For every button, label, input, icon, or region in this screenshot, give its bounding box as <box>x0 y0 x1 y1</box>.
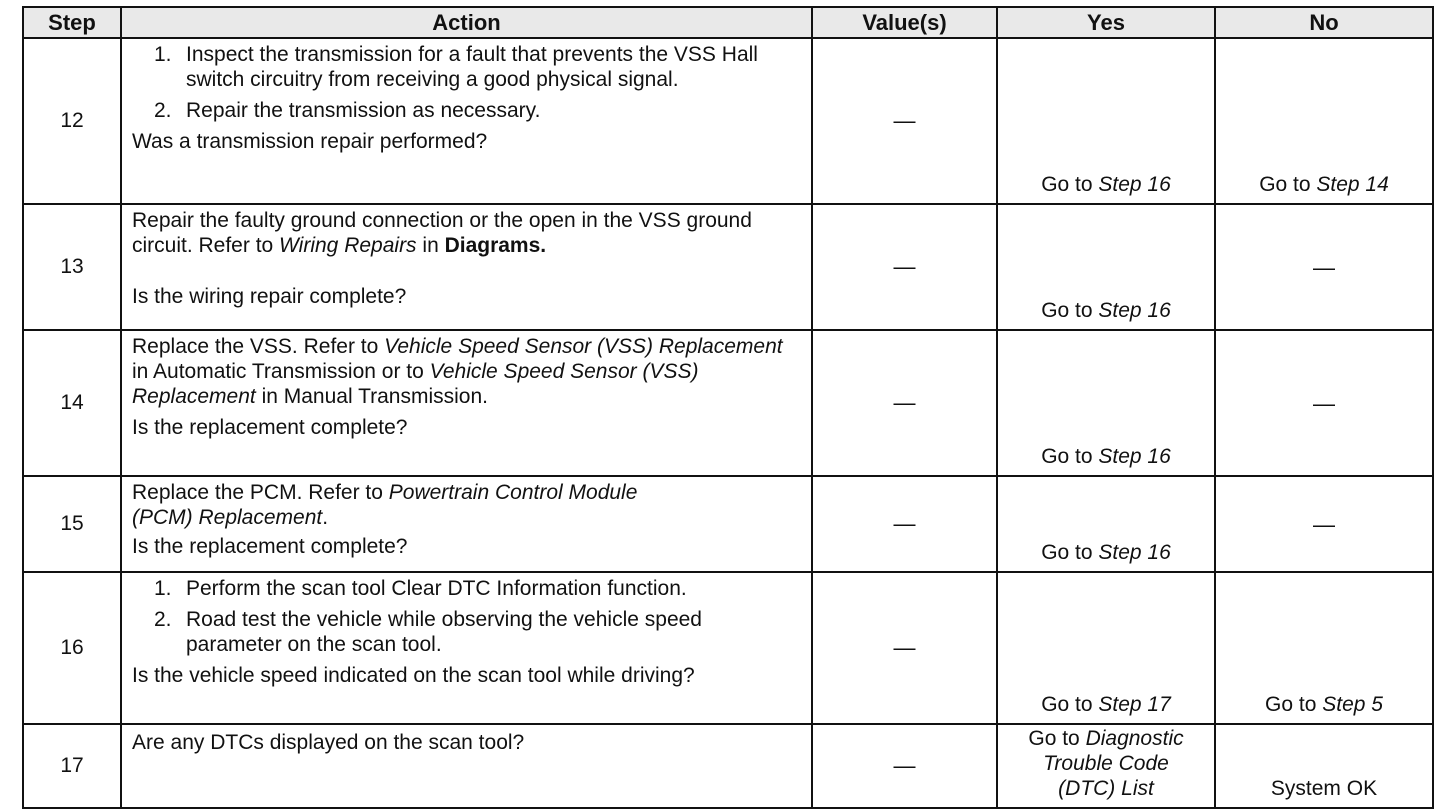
no-cell <box>1215 38 1433 204</box>
action-text <box>132 334 801 409</box>
list-item: 2. Road test the vehicle while observing the vehicle speed parameter on the scan tool. <box>154 608 702 656</box>
value-cell: — <box>812 572 997 724</box>
header-values: Value(s) <box>812 7 997 38</box>
action-list <box>132 576 801 657</box>
no-cell <box>1215 572 1433 724</box>
action-question: Is the replacement complete? <box>132 535 408 558</box>
header-step: Step <box>23 7 121 38</box>
no-text: Go to <box>1265 693 1323 716</box>
vss-replacement-ref: Vehicle Speed Sensor (VSS) Replacement <box>384 335 783 358</box>
action-cell <box>121 572 812 724</box>
step-number: 13 <box>23 204 121 330</box>
yes-text: Go to <box>1041 693 1099 716</box>
diagnostic-table <box>22 6 1434 809</box>
no-step-ref: Step 14 <box>1316 173 1389 196</box>
text-part: in Manual Transmission. <box>255 385 488 408</box>
table-row <box>23 572 1433 724</box>
action-question: Is the wiring repair complete? <box>132 285 407 308</box>
yes-step-ref: Step 16 <box>1098 541 1171 564</box>
yes-cell <box>997 572 1215 724</box>
yes-text: Go to <box>1041 541 1099 564</box>
action-text <box>132 208 801 258</box>
list-item: 1. Perform the scan tool Clear DTC Information function. <box>154 577 687 600</box>
text-part: Replace the PCM. Refer to <box>132 481 389 504</box>
header-action: Action <box>121 7 812 38</box>
yes-step-ref: Step 16 <box>1098 299 1171 322</box>
action-cell <box>121 204 812 330</box>
value-cell: — <box>812 38 997 204</box>
yes-text: Go to <box>1041 299 1099 322</box>
wiring-repairs-ref: Wiring Repairs <box>279 234 417 257</box>
table-row <box>23 724 1433 808</box>
yes-step-ref: Step 17 <box>1098 693 1171 716</box>
yes-cell <box>997 476 1215 572</box>
text-part: . <box>322 506 329 529</box>
action-cell <box>121 476 812 572</box>
no-cell: — <box>1215 330 1433 476</box>
step-number: 17 <box>23 724 121 808</box>
yes-cell <box>997 330 1215 476</box>
vss-replacement-ref: Vehicle Speed Sensor (VSS) Replacement <box>132 360 699 408</box>
list-item-text: Repair the transmission as necessary. <box>186 99 541 122</box>
no-step-ref: Step 5 <box>1322 693 1383 716</box>
no-cell: — <box>1215 204 1433 330</box>
action-question: Are any DTCs displayed on the scan tool? <box>132 731 525 754</box>
header-yes: Yes <box>997 7 1215 38</box>
table-row <box>23 476 1433 572</box>
yes-step-ref: Step 16 <box>1098 173 1171 196</box>
text-part: in <box>416 234 445 257</box>
header-row <box>23 7 1433 38</box>
yes-text: Go to <box>1028 727 1086 750</box>
yes-step-ref: Step 16 <box>1098 445 1171 468</box>
table-row <box>23 330 1433 476</box>
yes-cell <box>997 724 1215 808</box>
yes-text: Go to <box>1041 445 1099 468</box>
action-text <box>132 480 672 530</box>
header-no: No <box>1215 7 1433 38</box>
step-number: 12 <box>23 38 121 204</box>
table-row <box>23 204 1433 330</box>
value-cell: — <box>812 330 997 476</box>
action-cell <box>121 724 812 808</box>
step-number: 16 <box>23 572 121 724</box>
no-cell: System OK <box>1215 724 1433 808</box>
diagrams-ref: Diagrams. <box>444 234 547 257</box>
list-item-text: Inspect the transmission for a fault that prevents the VSS Hall switch circuitry from receiving a good physical signal. <box>186 43 758 91</box>
no-cell: — <box>1215 476 1433 572</box>
no-text: Go to <box>1259 173 1317 196</box>
dtc-list-ref: Diagnostic Trouble Code (DTC) List <box>1043 727 1184 800</box>
list-item-text: Road test the vehicle while observing the vehicle speed parameter on the scan tool. <box>186 608 702 656</box>
value-cell: — <box>812 724 997 808</box>
yes-text: Go to <box>1041 173 1099 196</box>
list-item: 2. Repair the transmission as necessary. <box>154 99 541 122</box>
yes-cell <box>997 38 1215 204</box>
text-part: in Automatic Transmission or to <box>132 360 430 383</box>
step-number: 15 <box>23 476 121 572</box>
text-part: Replace the VSS. Refer to <box>132 335 385 358</box>
action-question: Is the vehicle speed indicated on the scan tool while driving? <box>132 664 695 687</box>
table-row <box>23 38 1433 204</box>
yes-cell <box>997 204 1215 330</box>
step-number: 14 <box>23 330 121 476</box>
value-cell: — <box>812 476 997 572</box>
action-list <box>132 42 801 123</box>
action-question: Is the replacement complete? <box>132 416 408 439</box>
list-item-text: Perform the scan tool Clear DTC Information function. <box>186 577 687 600</box>
action-cell <box>121 330 812 476</box>
action-cell <box>121 38 812 204</box>
pcm-replacement-ref: Powertrain Control Module (PCM) Replacement <box>132 481 638 529</box>
value-cell: — <box>812 204 997 330</box>
action-question: Was a transmission repair performed? <box>132 130 488 153</box>
text-part: Repair the faulty ground connection or the open in the VSS ground circuit. Refer to <box>132 209 752 257</box>
list-item: 1. Inspect the transmission for a fault that prevents the VSS Hall switch circuitry from receiving a good physical signal. <box>154 43 758 91</box>
